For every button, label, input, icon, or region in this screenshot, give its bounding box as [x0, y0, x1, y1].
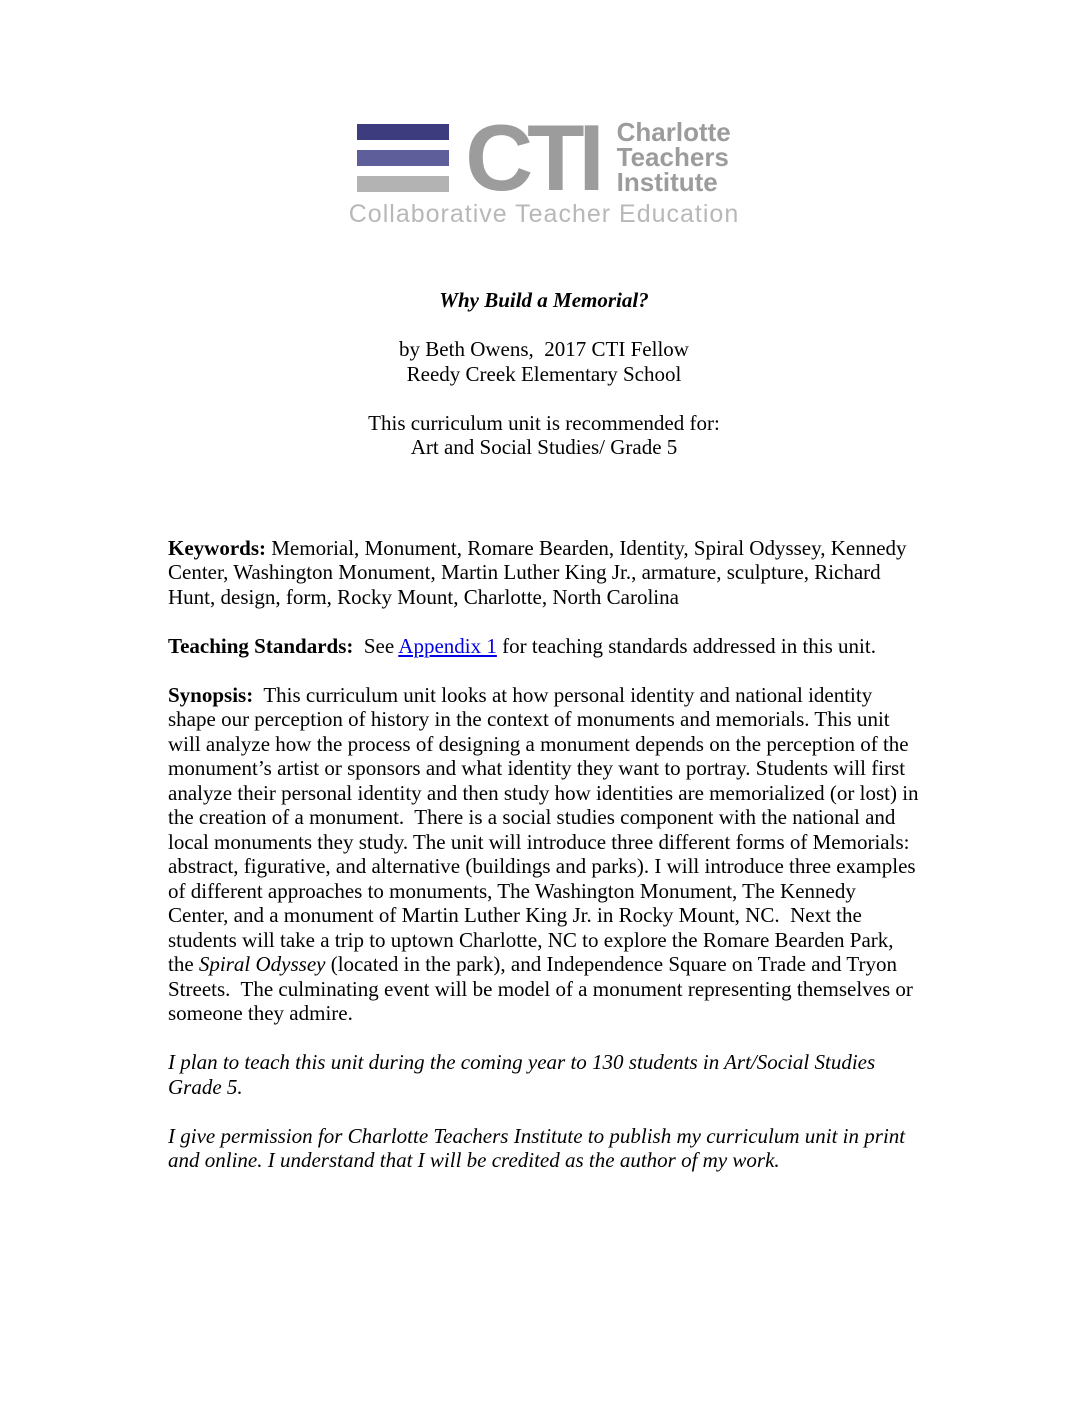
- teach-note: I plan to teach this unit during the coming year to 130 students in Art/Social Studies Grade 5.: [168, 1050, 881, 1099]
- permission-note: I give permission for Charlotte Teachers Institute to publish my curriculum unit in print and online. I understand that I will be credited as the author of my work.: [168, 1123, 911, 1172]
- document-body: [168, 288, 924, 1173]
- cti-name: [616, 117, 731, 197]
- synopsis-text-2: (located in the park), and Independence Square on Trade and Tryon Streets. The culminating event will be model of a monument representing themselves or someone they admire.: [168, 952, 919, 1025]
- appendix-1-link[interactable]: Appendix 1: [398, 633, 497, 658]
- cti-name-line-3: Institute: [616, 167, 718, 197]
- logo-bar-middle: [357, 150, 449, 166]
- teaching-standards-pre: See: [353, 633, 399, 658]
- synopsis-text-1: This curriculum unit looks at how personal identity and national identity shape our perception of history in the context of monuments and memorials. This unit will analyze how the process of designing a monument depends on the perception of the monument’s artist or sponsors and what identity they want to portray. Students will first analyze their personal identity and then study how identities are memorialized (or lost) in the creation of a monument. There is a social studies component with the national and local monuments they study. The unit will introduce three different forms of Memorials: abstract, figurative, and alternative (buildings and parks). I will introduce three examples of different approaches to monuments, The Washington Monument, The Kennedy Center, and a monument of Martin Luther King Jr. in Rocky Mount, NC. Next the students will take a trip to uptown Charlotte, NC to explore the Romare Bearden Park, the: [168, 682, 924, 976]
- synopsis-paragraph: [168, 682, 924, 1026]
- recommended-subjects: Art and Social Studies/ Grade 5: [410, 435, 678, 459]
- cti-name-line-2: Teachers: [616, 142, 729, 172]
- school-name: Reedy Creek Elementary School: [406, 361, 682, 386]
- cti-name-line-1: Charlotte: [616, 117, 731, 147]
- synopsis-italic-phrase: Spiral Odyssey: [198, 952, 326, 976]
- keywords-label: Keywords:: [168, 535, 266, 560]
- logo-bar-top: [357, 124, 449, 140]
- cti-logo-bars-icon: [357, 124, 449, 192]
- unit-title: Why Build a Memorial?: [439, 288, 649, 312]
- cti-logo: [0, 0, 1088, 229]
- recommended-intro: This curriculum unit is recommended for:: [368, 410, 720, 435]
- teaching-standards-paragraph: [168, 634, 920, 659]
- keywords-paragraph: [168, 536, 920, 610]
- cti-logo-row: [357, 104, 731, 210]
- logo-bar-bottom: [357, 176, 449, 192]
- cti-acronym: CTI: [465, 104, 599, 210]
- synopsis-label: Synopsis:: [168, 682, 254, 707]
- teaching-standards-label: Teaching Standards:: [168, 633, 354, 658]
- author-block: [168, 337, 920, 386]
- recommended-block: [168, 411, 920, 460]
- byline: by Beth Owens, 2017 CTI Fellow: [399, 337, 689, 361]
- keywords-text: Memorial, Monument, Romare Bearden, Identity, Spiral Odyssey, Kennedy Center, Washington Monument, Martin Luther King Jr., armature, sculpture, Richard Hunt, design, form, Rocky Mount, Charlotte, North Carolina: [168, 535, 912, 609]
- cti-tagline: Collaborative Teacher Education: [348, 200, 740, 228]
- teaching-standards-post: for teaching standards addressed in this unit.: [496, 633, 876, 658]
